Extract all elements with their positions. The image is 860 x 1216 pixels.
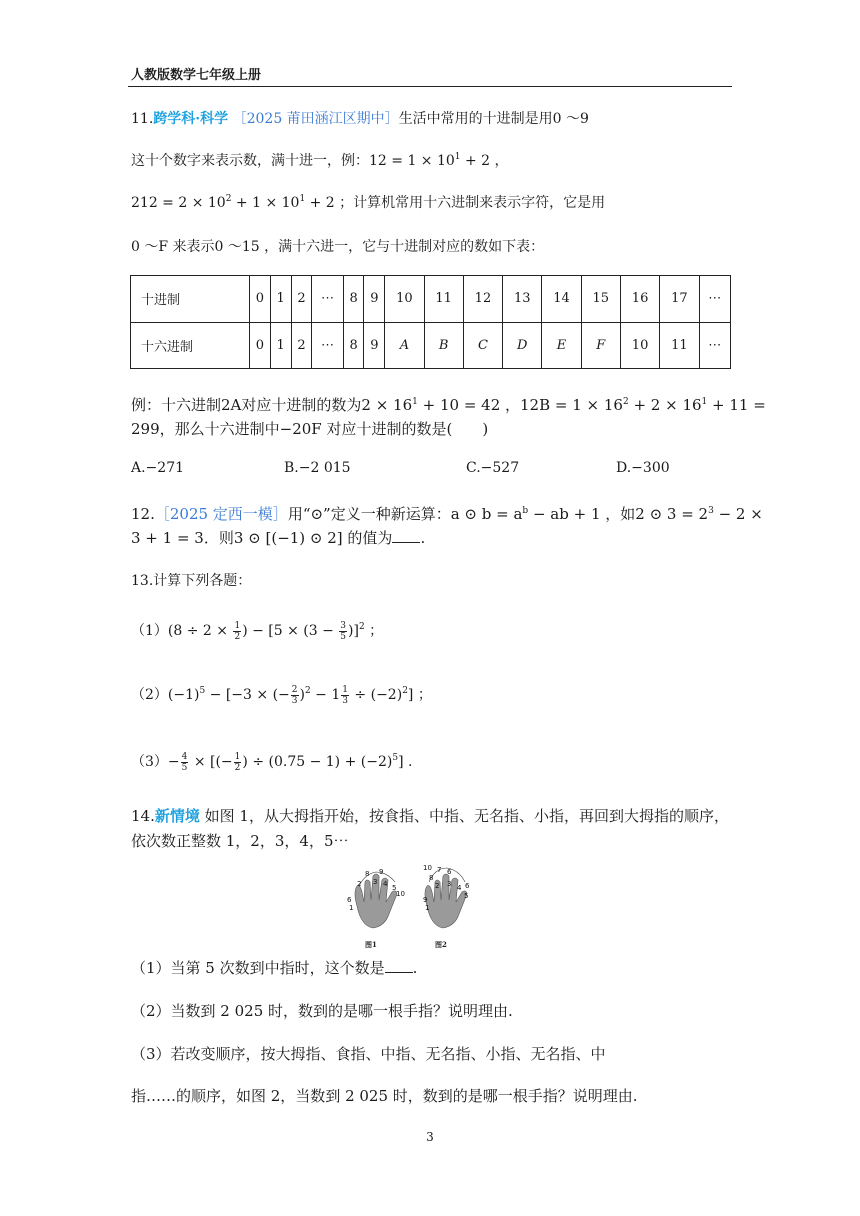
table-cell: 9 [364,276,385,323]
q12-text1-a: 用“⊙”定义一种新运算：a ⊙ b = a [287,505,523,523]
q11-text4: 0 ～F 来表示0 ～15 ，满十六进一，它与十进制对应的数如下表： [131,239,545,255]
svg-text:9: 9 [423,896,428,904]
q11-example-line2 [131,418,488,439]
figure-1-label: 图1 [365,940,377,949]
svg-text:2: 2 [357,880,362,888]
table-cell: 2 [291,322,312,369]
fraction-denominator: 3 [342,695,348,706]
svg-text:10: 10 [396,890,405,898]
q13-p1-a: （1）(8 ÷ 2 × [131,623,233,639]
table-cell: 0 [250,276,271,323]
svg-text:9: 9 [379,868,384,876]
q13-p2-d: − 1 [310,687,341,703]
q13-p3-d: ] . [398,754,413,770]
svg-text:5: 5 [464,892,469,900]
q11-example2-tail: ) [482,420,489,438]
q13-title: 13.计算下列各题： [131,573,252,589]
svg-text:8: 8 [365,870,370,878]
q13-p2-e3: 2 [402,686,408,696]
q13-part2 [131,684,432,706]
q14-p1: （1）当第 5 次数到中指时，这个数是 [131,959,385,977]
header-rule [128,86,732,87]
option-c[interactable]: C.−527 [466,460,520,476]
q12-number: 12. [131,505,155,523]
table-cell: 9 [364,322,385,369]
option-d[interactable]: D.−300 [616,460,670,476]
table-cell: D [503,322,542,369]
q11-example-line1 [131,394,766,415]
table-cell: 11 [660,322,699,369]
conversion-table [130,275,731,369]
table-cell: 1 [270,276,291,323]
q13-part1 [131,620,383,642]
q11-line4 [131,236,544,256]
q11-text1: 生活中常用的十进制是用0 ～9 [398,111,589,127]
q13-p2-e: ÷ (−2) [349,687,403,703]
q12-source: ［2025 定西一模］ [154,505,288,523]
svg-text:6: 6 [347,896,352,904]
q13-p3-a: （3）− [131,754,180,770]
svg-text:4: 4 [383,880,388,888]
q14-part1 [131,957,417,978]
table-row-label: 十进制 [131,276,250,323]
q13-p1-e: 2 [358,622,365,632]
table-cell: 14 [542,276,581,323]
q11-example-e1: 1 [412,397,418,407]
q11-text2-tail: + 2 ， [460,153,509,169]
q11-text3-e1: 2 [225,194,232,204]
svg-text:1: 1 [425,904,430,912]
fraction-denominator: 5 [181,762,188,773]
q14-line1 [131,805,729,826]
table-cell: 2 [291,276,312,323]
fraction-denominator: 5 [340,631,347,642]
q11-example-d: + 11 = [707,396,766,414]
q13-p3-c: ) ÷ (0.75 − 1) + (−2) [242,754,393,770]
fraction [341,685,349,706]
q11-number: 11. [131,111,154,127]
table-row-decimal [131,276,731,323]
fraction [233,621,241,642]
table-cell: 1 [270,322,291,369]
answer-blank[interactable] [392,530,420,543]
q13-p1-c: )] [348,623,359,639]
q13-p2-a: （2）(−1) [131,687,200,703]
q11-line3 [131,192,605,212]
table-cell: ⋯ [699,322,731,369]
q11-line1 [131,108,589,128]
table-cell: 10 [385,276,424,323]
figure-2-label: 图2 [435,940,447,949]
fraction-numerator: 3 [340,620,347,631]
q13-p2-c: ) [299,687,305,703]
table-cell: 12 [463,276,502,323]
option-a[interactable]: A.−271 [131,460,185,476]
q13-p2-e2: 2 [304,686,311,696]
svg-text:6: 6 [465,882,470,890]
q11-example-a: 例：十六进制2A对应十进制的数为2 × 16 [131,396,413,414]
q13-p3-b: × [(− [189,754,233,770]
q13-p3-e: 5 [392,753,399,763]
table-cell: ⋯ [699,276,731,323]
q11-source: ［2025 莆田涵江区期中］ [232,111,399,127]
q14-text2: 依次数正整数 1，2，3，4，5⋯ [131,832,349,850]
q11-text3-c: + 2 ；计算机常用十六进制来表示字符，它是用 [305,195,606,211]
table-cell: 8 [343,322,364,369]
fraction-numerator: 1 [234,751,241,762]
q13-part3 [131,751,412,773]
fraction [181,752,189,773]
q11-example-e2: 2 [622,397,629,407]
q13-p2-b: − [−3 × (− [205,687,290,703]
fraction-numerator: 1 [234,620,241,631]
table-cell: 10 [620,322,659,369]
q11-tag: 跨学科·科学 [153,111,229,127]
q14-number: 14. [131,807,155,825]
table-cell: E [542,322,581,369]
q11-line2 [131,150,509,170]
q13-p1-d: ； [364,623,384,639]
q11-example2: 299，那么十六进制中−20F 对应十进制的数是( [131,420,453,438]
q14-tag: 新情境 [154,807,200,825]
page-number: 3 [426,1130,434,1144]
option-b[interactable]: B.−2 015 [284,460,351,476]
q12-text1-c: − 2 × [713,505,763,523]
q14-line2 [131,830,349,851]
q11-text3-b: + 1 × 10 [231,195,300,211]
q13-p1-b: ) − [5 × (3 − [242,623,339,639]
q12-text2-tail: . [420,529,426,547]
answer-blank[interactable] [385,960,413,973]
q13-p2-e1: 5 [199,686,206,696]
svg-text:8: 8 [429,874,434,882]
svg-text:10: 10 [423,864,432,872]
fraction-denominator: 2 [234,631,241,642]
svg-text:3: 3 [447,880,452,888]
q11-text2-exp: 1 [454,152,461,162]
table-cell: C [463,322,502,369]
svg-text:5: 5 [392,884,397,892]
q11-example-b: + 10 = 42 ，12B = 1 × 16 [417,396,623,414]
table-row-hex [131,322,731,369]
svg-text:6: 6 [447,868,452,876]
table-cell: A [385,322,424,369]
svg-text:2: 2 [435,882,440,890]
q11-text3-e2: 1 [299,194,306,204]
table-cell: 15 [581,276,620,323]
q11-example-e3: 1 [701,397,708,407]
table-cell: ⋯ [312,276,343,323]
fraction-numerator: 4 [181,751,188,762]
q11-text2: 这十个数字来表示数，满十进一，例：12 = 1 × 10 [131,153,455,169]
q14-p1-tail: . [412,959,418,977]
q14-part3b: 指……的顺序，如图 2，当数到 2 025 时，数到的是哪一根手指？说明理由. [131,1087,638,1105]
svg-text:1: 1 [349,904,354,912]
fraction [234,752,242,773]
table-cell: B [424,322,463,369]
table-cell: ⋯ [312,322,343,369]
q13-p2-f: ] ； [407,687,432,703]
hands-figure [343,862,473,954]
table-cell: 0 [250,322,271,369]
q14-part2: （2）当数到 2 025 时，数到的是哪一根手指？说明理由. [131,1002,513,1020]
hand-2-illustration [425,874,467,928]
table-cell: 13 [503,276,542,323]
fraction [291,685,299,706]
page-header: 人教版数学七年级上册 [131,68,262,83]
q11-example-c: + 2 × 16 [628,396,702,414]
q12-text2: 3 + 1 = 3．则3 ⊙ [(−1) ⊙ 2] 的值为 [131,529,393,547]
q12-text1-e: b [522,506,529,516]
q12-text1-b: − ab + 1 ，如2 ⊙ 3 = 2 [528,505,709,523]
fraction-numerator: 1 [342,684,348,695]
q12-line1 [131,503,763,524]
svg-text:7: 7 [437,866,442,874]
svg-text:4: 4 [457,884,462,892]
fraction [339,621,347,642]
q12-text1-e2: 3 [708,506,714,516]
fraction-denominator: 2 [234,762,241,773]
table-cell: 16 [620,276,659,323]
fraction-denominator: 3 [291,695,298,706]
table-cell: 11 [424,276,463,323]
fraction-numerator: 2 [291,684,298,695]
q12-line2 [131,527,425,548]
table-row-label: 十六进制 [131,322,250,369]
table-cell: F [581,322,620,369]
table-cell: 8 [343,276,364,323]
q14-part3a: （3）若改变顺序，按大拇指、食指、中指、无名指、小指、无名指、中 [131,1045,606,1063]
q14-text1: 如图 1，从大拇指开始，按食指、中指、无名指、小指，再回到大拇指的顺序， [199,807,729,825]
q11-text3-a: 212 = 2 × 10 [131,195,226,211]
svg-text:3: 3 [373,878,378,886]
table-cell: 17 [660,276,699,323]
